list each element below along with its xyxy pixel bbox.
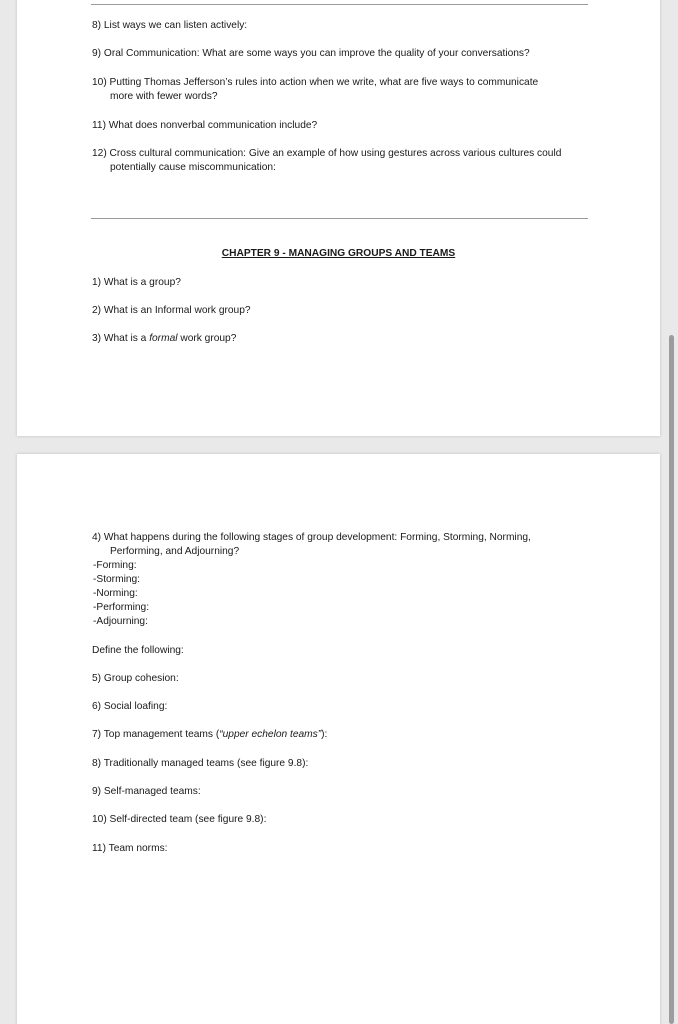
stage-storming: -Storming: [93,574,140,585]
chapter-question-3-prefix: 3) What is a [92,333,150,344]
question-9-self-managed: 9) Self-managed teams: [92,786,201,797]
top-divider [91,4,588,5]
question-12-line-1: 12) Cross cultural communication: Give an example of how using gestures across various cultures could [92,148,562,159]
question-8-listening: 8) List ways we can listen actively: [92,20,248,31]
document-page-2 [17,454,660,1024]
chapter-heading: CHAPTER 9 - MANAGING GROUPS AND TEAMS [221,248,456,259]
question-10-line-2: more with fewer words? [110,91,218,102]
chapter-question-3-suffix: work group? [177,333,237,344]
define-heading: Define the following: [92,645,184,656]
chapter-question-2: 2) What is an Informal work group? [92,305,251,316]
section-divider [91,218,588,219]
question-12-line-2: potentially cause miscommunication: [110,162,276,173]
stage-performing: -Performing: [93,602,150,613]
question-7-emphasis: “upper echelon teams” [219,729,322,740]
question-4-line-1: 4) What happens during the following stages of group development: Forming, Storming, Norming, [92,532,531,543]
vertical-scrollbar[interactable] [669,335,674,1024]
chapter-question-1: 1) What is a group? [92,277,181,288]
question-11-team-norms: 11) Team norms: [92,843,168,854]
question-6-social-loafing: 6) Social loafing: [92,701,168,712]
question-7-prefix: 7) Top management teams ( [92,729,220,740]
question-4-line-2: Performing, and Adjourning? [110,546,240,557]
question-11-nonverbal: 11) What does nonverbal communication include? [92,120,318,131]
document-page-1 [17,0,660,436]
chapter-question-3-emphasis: formal [149,333,178,344]
question-9-oral-communication: 9) Oral Communication: What are some ways you can improve the quality of your conversations? [92,48,530,59]
stage-adjourning: -Adjourning: [93,616,148,627]
question-10-self-directed: 10) Self-directed team (see figure 9.8): [92,814,267,825]
stage-forming: -Forming: [93,560,137,571]
question-7-suffix: ): [321,729,328,740]
question-5-group-cohesion: 5) Group cohesion: [92,673,179,684]
question-8-traditional-teams: 8) Traditionally managed teams (see figure 9.8): [92,758,309,769]
stage-norming: -Norming: [93,588,138,599]
chapter-question-3 [92,332,236,346]
question-7-top-management [92,728,327,742]
question-10-line-1: 10) Putting Thomas Jefferson’s rules into action when we write, what are five ways to communicate [92,77,539,88]
